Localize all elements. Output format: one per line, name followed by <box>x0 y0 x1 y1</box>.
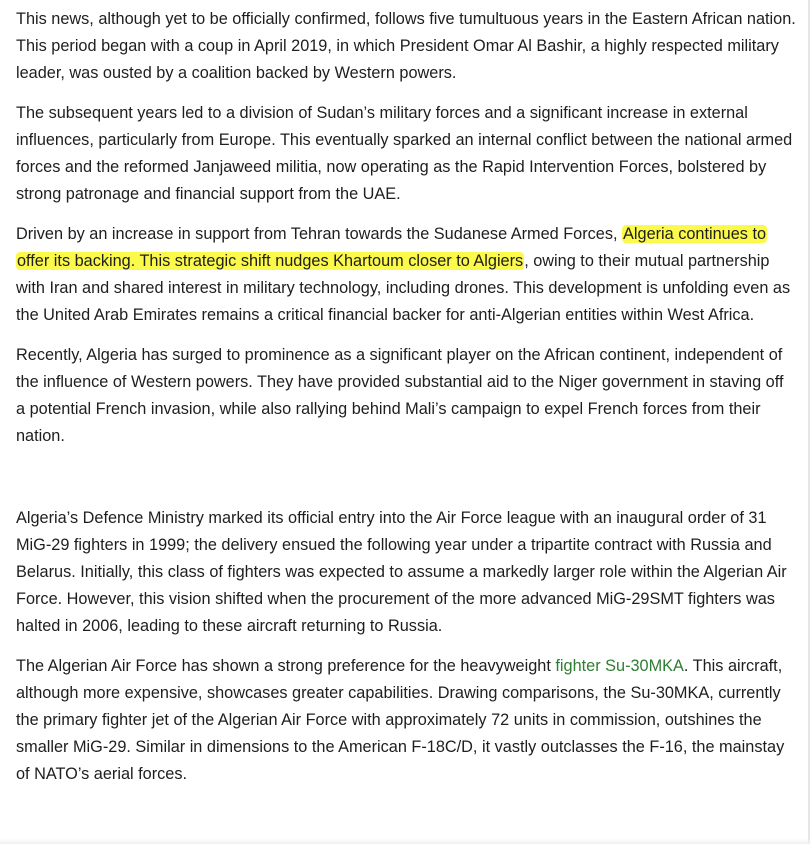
bottom-edge-shadow <box>0 838 810 844</box>
paragraph-military-division: The subsequent years led to a division of Sudan’s military forces and a significant increase in external influences, particularly from Europe. This eventually sparked an internal conflict between the national armed forces and the reformed Janjaweed militia, now operating as the Rapid Intervention Forces, bolstered by strong patronage and financial support from the UAE. <box>16 104 793 203</box>
paragraph-algeria-backing <box>16 221 796 329</box>
su30mka-link[interactable]: fighter Su-30MKA <box>555 657 684 675</box>
paragraph-algeria-backing-rest: , owing to their mutual partnership with Iran and shared interest in military technology, including drones. This development is unfolding even as the United Arab Emirates remains a critical financial backer for anti-Algerian entities within West Africa. <box>16 252 791 324</box>
paragraph-sudan-coup: This news, although yet to be officially confirmed, follows five tumultuous years in the Eastern African nation. This period began with a coup in April 2019, in which President Omar Al Bashir, a highly respected military leader, was ousted by a coalition backed by Western powers. <box>16 10 796 82</box>
paragraph-su30mka-rest: . This aircraft, although more expensive, showcases greater capabilities. Drawing comparisons, the Su-30MKA, currently the primary fighter jet of the Algerian Air Force with approximately 72 units in commission, outshines the smaller MiG-29. Similar in dimensions to the American F-18C/D, it vastly outclasses the F-16, the mainstay of NATO’s aerial forces. <box>16 657 785 783</box>
paragraph-su30mka-lead: The Algerian Air Force has shown a strong preference for the heavyweight <box>16 657 556 675</box>
paragraph-su30mka <box>16 653 796 788</box>
highlighted-passage[interactable]: Algeria continues to offer its backing. This strategic shift nudges Khartoum closer to Algiers <box>17 225 767 270</box>
paragraph-mig29-history: Algeria’s Defence Ministry marked its official entry into the Air Force league with an inaugural order of 31 MiG-29 fighters in 1999; the delivery ensued the following year under a tripartite contract with Russia and Belarus. Initially, this class of fighters was expected to assume a markedly larger role within the Algerian Air Force. However, this vision shifted when the procurement of the more advanced MiG-29SMT fighters was halted in 2006, leading to these aircraft returning to Russia. <box>16 509 787 635</box>
paragraph-algeria-prominence: Recently, Algeria has surged to prominence as a significant player on the African continent, independent of the influence of Western powers. They have provided substantial aid to the Niger government in staving off a potential French invasion, while also rallying behind Mali’s campaign to expel French forces from their nation. <box>16 346 784 445</box>
article-body <box>16 6 796 801</box>
paragraph-algeria-backing-lead: Driven by an increase in support from Tehran towards the Sudanese Armed Forces, <box>16 225 623 243</box>
